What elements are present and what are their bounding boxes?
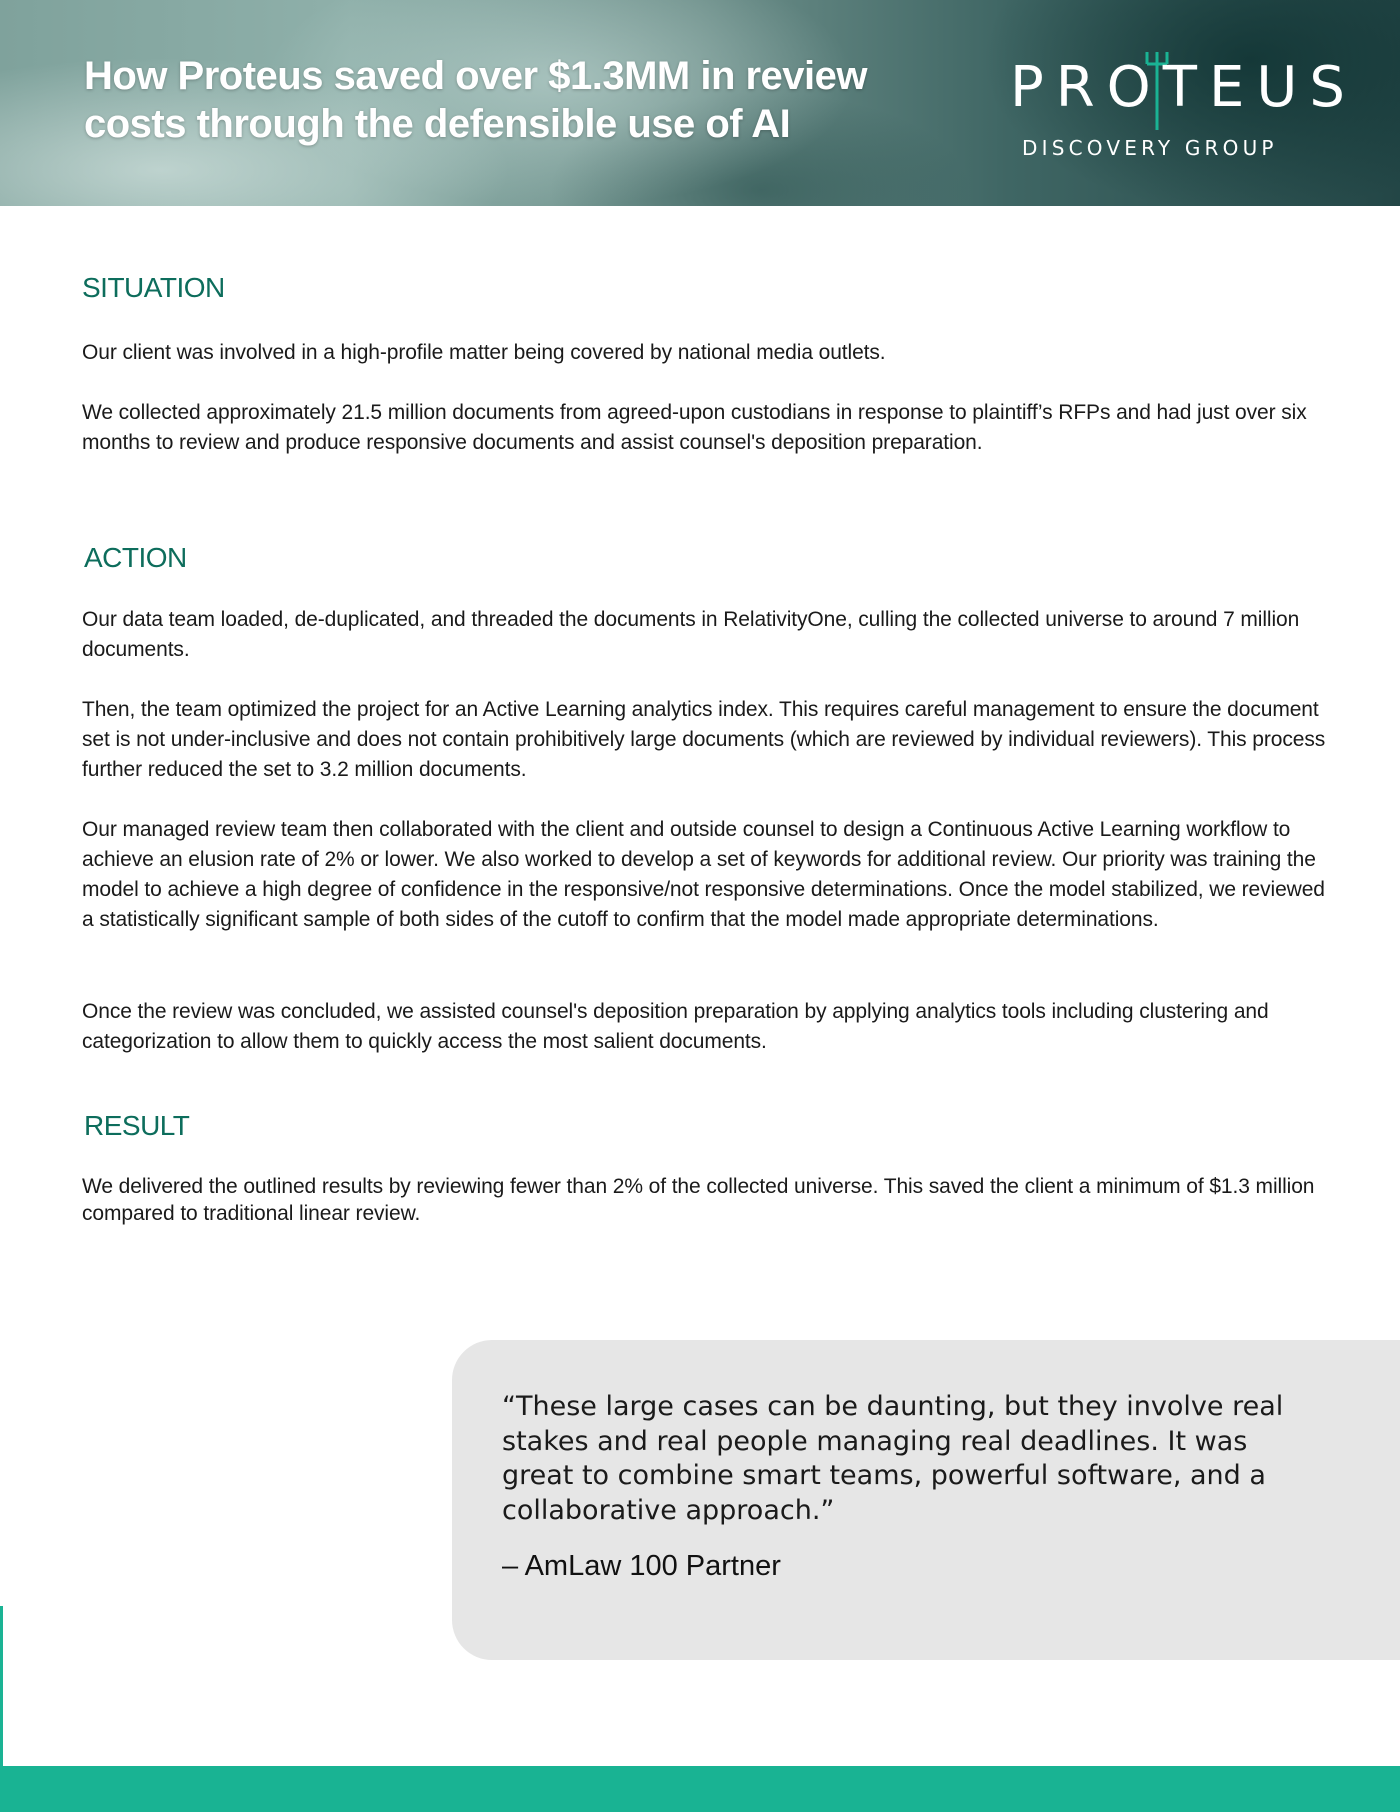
action-paragraph-3: Our managed review team then collaborated with the client and outside counsel to design a Continuous Active Learning workflow to achieve an elusion rate of 2% or lower. We also worked to develop a set of keywords for additional review. Our priority was training the model to achieve a high degree of confidence in the responsive/not responsive determinations. Once the model stabilized, we reviewed a statistically significant sample of both sides of the cutoff to confirm that the model made appropriate determinations. (82, 818, 1325, 931)
action-paragraph-1: Our data team loaded, de-duplicated, and threaded the documents in RelativityOne, culling the collected universe to around 7 million documents. (82, 608, 1300, 661)
action-paragraph-4: Once the review was concluded, we assisted counsel's deposition preparation by applying analytics tools including clustering and categorization to allow them to quickly access the most salient documents. (82, 1000, 1269, 1053)
proteus-logo (1010, 52, 1357, 172)
logo-subtitle: DISCOVERY GROUP (1022, 136, 1278, 160)
result-paragraph: We delivered the outlined results by reviewing fewer than 2% of the collected universe. This saved the client a minimum of $1.3 million compared to traditional linear review. (82, 1175, 1315, 1225)
logo-wordmark: PROTEUS (1010, 55, 1357, 120)
quote-attribution: – AmLaw 100 Partner (502, 1550, 781, 1582)
header-banner (0, 0, 1400, 206)
situation-paragraph-1: Our client was involved in a high-profile matter being covered by national media outlets. (82, 341, 886, 364)
result-heading: RESULT (84, 1110, 190, 1141)
page-title: How Proteus saved over $1.3MM in review costs through the defensible use of AI (84, 54, 868, 146)
testimonial-quote: “These large cases can be daunting, but they involve real stakes and real people managing real deadlines. It was great to combine smart teams, powerful software, and a collaborative approach.” (502, 1391, 1284, 1526)
left-accent-line (0, 1606, 3, 1770)
action-paragraph-2: Then, the team optimized the project for an Active Learning analytics index. This requires careful management to ensure the document set is not under-inclusive and does not contain prohibitively large documents (which are reviewed by individual reviewers). This process further reduced the set to 3.2 million documents. (82, 698, 1326, 781)
footer-bar (0, 1766, 1400, 1812)
action-heading: ACTION (84, 542, 187, 573)
situation-paragraph-2: We collected approximately 21.5 million documents from agreed-upon custodians in response to plaintiff’s RFPs and had just over six months to review and produce responsive documents and assist counsel's deposition preparation. (82, 401, 1307, 454)
situation-heading: SITUATION (82, 272, 225, 303)
